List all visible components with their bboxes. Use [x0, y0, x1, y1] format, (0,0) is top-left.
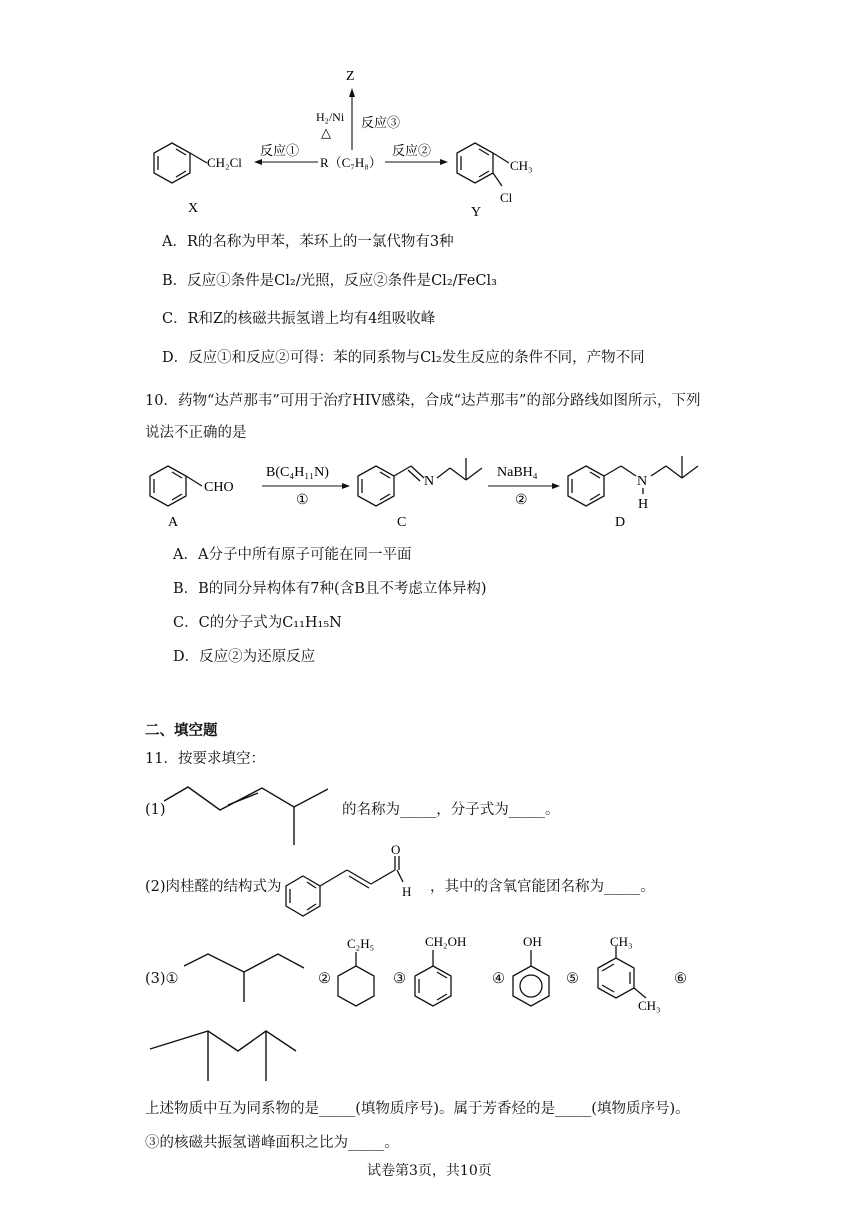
q9-option-b: B．反应①条件是Cl₂/光照，反应②条件是Cl₂/FeCl₃ — [162, 273, 497, 289]
q11-part2-text: (2)肉桂醛的结构式为 — [145, 879, 282, 895]
compound-3-number: ③ — [393, 971, 406, 987]
x-substituent: CH₂Cl — [207, 155, 242, 170]
label-c: C — [397, 515, 407, 530]
compound-5-number: ⑤ — [566, 971, 579, 987]
page-footer: 试卷第3页，共10页 — [367, 1163, 492, 1179]
q11-part1-text: 的名称为_____，分子式为_____。 — [342, 802, 560, 818]
q10-option-b: B．B的同分异构体有7种(含B且不考虑立体异构) — [173, 581, 487, 597]
cinnamaldehyde-structure — [285, 842, 435, 922]
q9-option-d: D．反应①和反应②可得：苯的同系物与Cl₂发生反应的条件不同，产物不同 — [162, 350, 645, 366]
reaction-scheme-1 — [0, 0, 860, 230]
q10-option-a: A．A分子中所有原子可能在同一平面 — [173, 547, 412, 563]
step-1: ① — [296, 493, 309, 508]
q10-option-d: D．反应②为还原反应 — [173, 649, 316, 665]
step-2: ② — [515, 493, 528, 508]
reaction-scheme-2 — [0, 450, 860, 540]
label-y: Y — [471, 205, 482, 220]
ethyl-group: C₂H₅ — [347, 936, 375, 951]
compound-6-skeleton — [146, 1025, 306, 1085]
phenol-structure — [503, 930, 563, 1020]
aldehyde-oxygen: O — [391, 842, 401, 857]
amine-nitrogen: N — [637, 474, 648, 489]
label-d: D — [615, 515, 626, 530]
r-formula: R（C₇H₈） — [320, 155, 382, 170]
q10-option-c: C．C的分子式为C₁₁H₁₅N — [173, 615, 342, 631]
y-chlorine: Cl — [500, 190, 513, 205]
q9-option-c: C．R和Z的核磁共振氢谱上均有4组吸收峰 — [162, 311, 436, 327]
ethylcyclohexane-structure — [330, 932, 390, 1022]
o-chlorotoluene-structure — [457, 143, 509, 186]
reagent-b: B(C₄H₁₁N) — [266, 465, 329, 480]
q11-part1-number: (1) — [145, 802, 166, 818]
benzaldehyde-structure — [150, 466, 202, 506]
section-title: 二、填空题 — [145, 722, 218, 739]
hydroxymethyl-group: CH₂OH — [425, 934, 467, 949]
reagent-nabh4: NaBH₄ — [497, 465, 538, 480]
q11-part2-tail: ，其中的含氧官能团名称为_____。 — [430, 879, 655, 895]
benzyl-alcohol-structure — [405, 930, 485, 1020]
q11-stem: 11．按要求填空： — [145, 751, 265, 767]
q9-option-a: A．R的名称为甲苯，苯环上的一氯代物有3种 — [162, 234, 454, 250]
compound-1-skeleton — [178, 940, 318, 1010]
m-xylene-structure — [578, 932, 678, 1022]
q11-question-line2: ③的核磁共振氢谱峰面积之比为_____。 — [145, 1135, 399, 1151]
compound-2-number: ② — [318, 971, 331, 987]
label-x: X — [188, 201, 199, 216]
reaction-2-label: 反应② — [392, 143, 432, 158]
methyl-group-bottom: CH₃ — [638, 998, 661, 1013]
y-methyl: CH₃ — [510, 158, 533, 173]
compound-4-number: ④ — [492, 971, 505, 987]
cho-group: CHO — [204, 480, 234, 495]
hydroxyl-group: OH — [523, 934, 542, 949]
methyl-group-top: CH₃ — [610, 934, 633, 949]
label-a: A — [168, 515, 179, 530]
imine-nitrogen: N — [424, 474, 435, 489]
q11-part3-number: (3)① — [145, 971, 179, 987]
heat-symbol: △ — [321, 125, 331, 140]
imine-structure — [358, 458, 482, 506]
h2-ni-condition: H₂/Ni — [316, 110, 345, 124]
q10-stem-line2: 说法不正确的是 — [145, 425, 247, 441]
reaction-1-label: 反应① — [260, 143, 300, 158]
q11-question-line1: 上述物质中互为同系物的是_____(填物质序号)。属于芳香烃的是_____(填物质序号)。 — [145, 1101, 690, 1117]
compound-6-number: ⑥ — [674, 971, 687, 987]
q10-stem-line1: 10．药物“达芦那韦”可用于治疗HIV感染，合成“达芦那韦”的部分路线如图所示，下列 — [145, 393, 701, 409]
benzyl-chloride-structure — [154, 143, 207, 183]
amine-structure — [568, 456, 698, 506]
product-z: Z — [346, 69, 355, 84]
reaction-3-label: 反应③ — [361, 115, 401, 130]
amine-hydrogen: H — [638, 497, 649, 512]
aldehyde-hydrogen: H — [402, 884, 412, 899]
